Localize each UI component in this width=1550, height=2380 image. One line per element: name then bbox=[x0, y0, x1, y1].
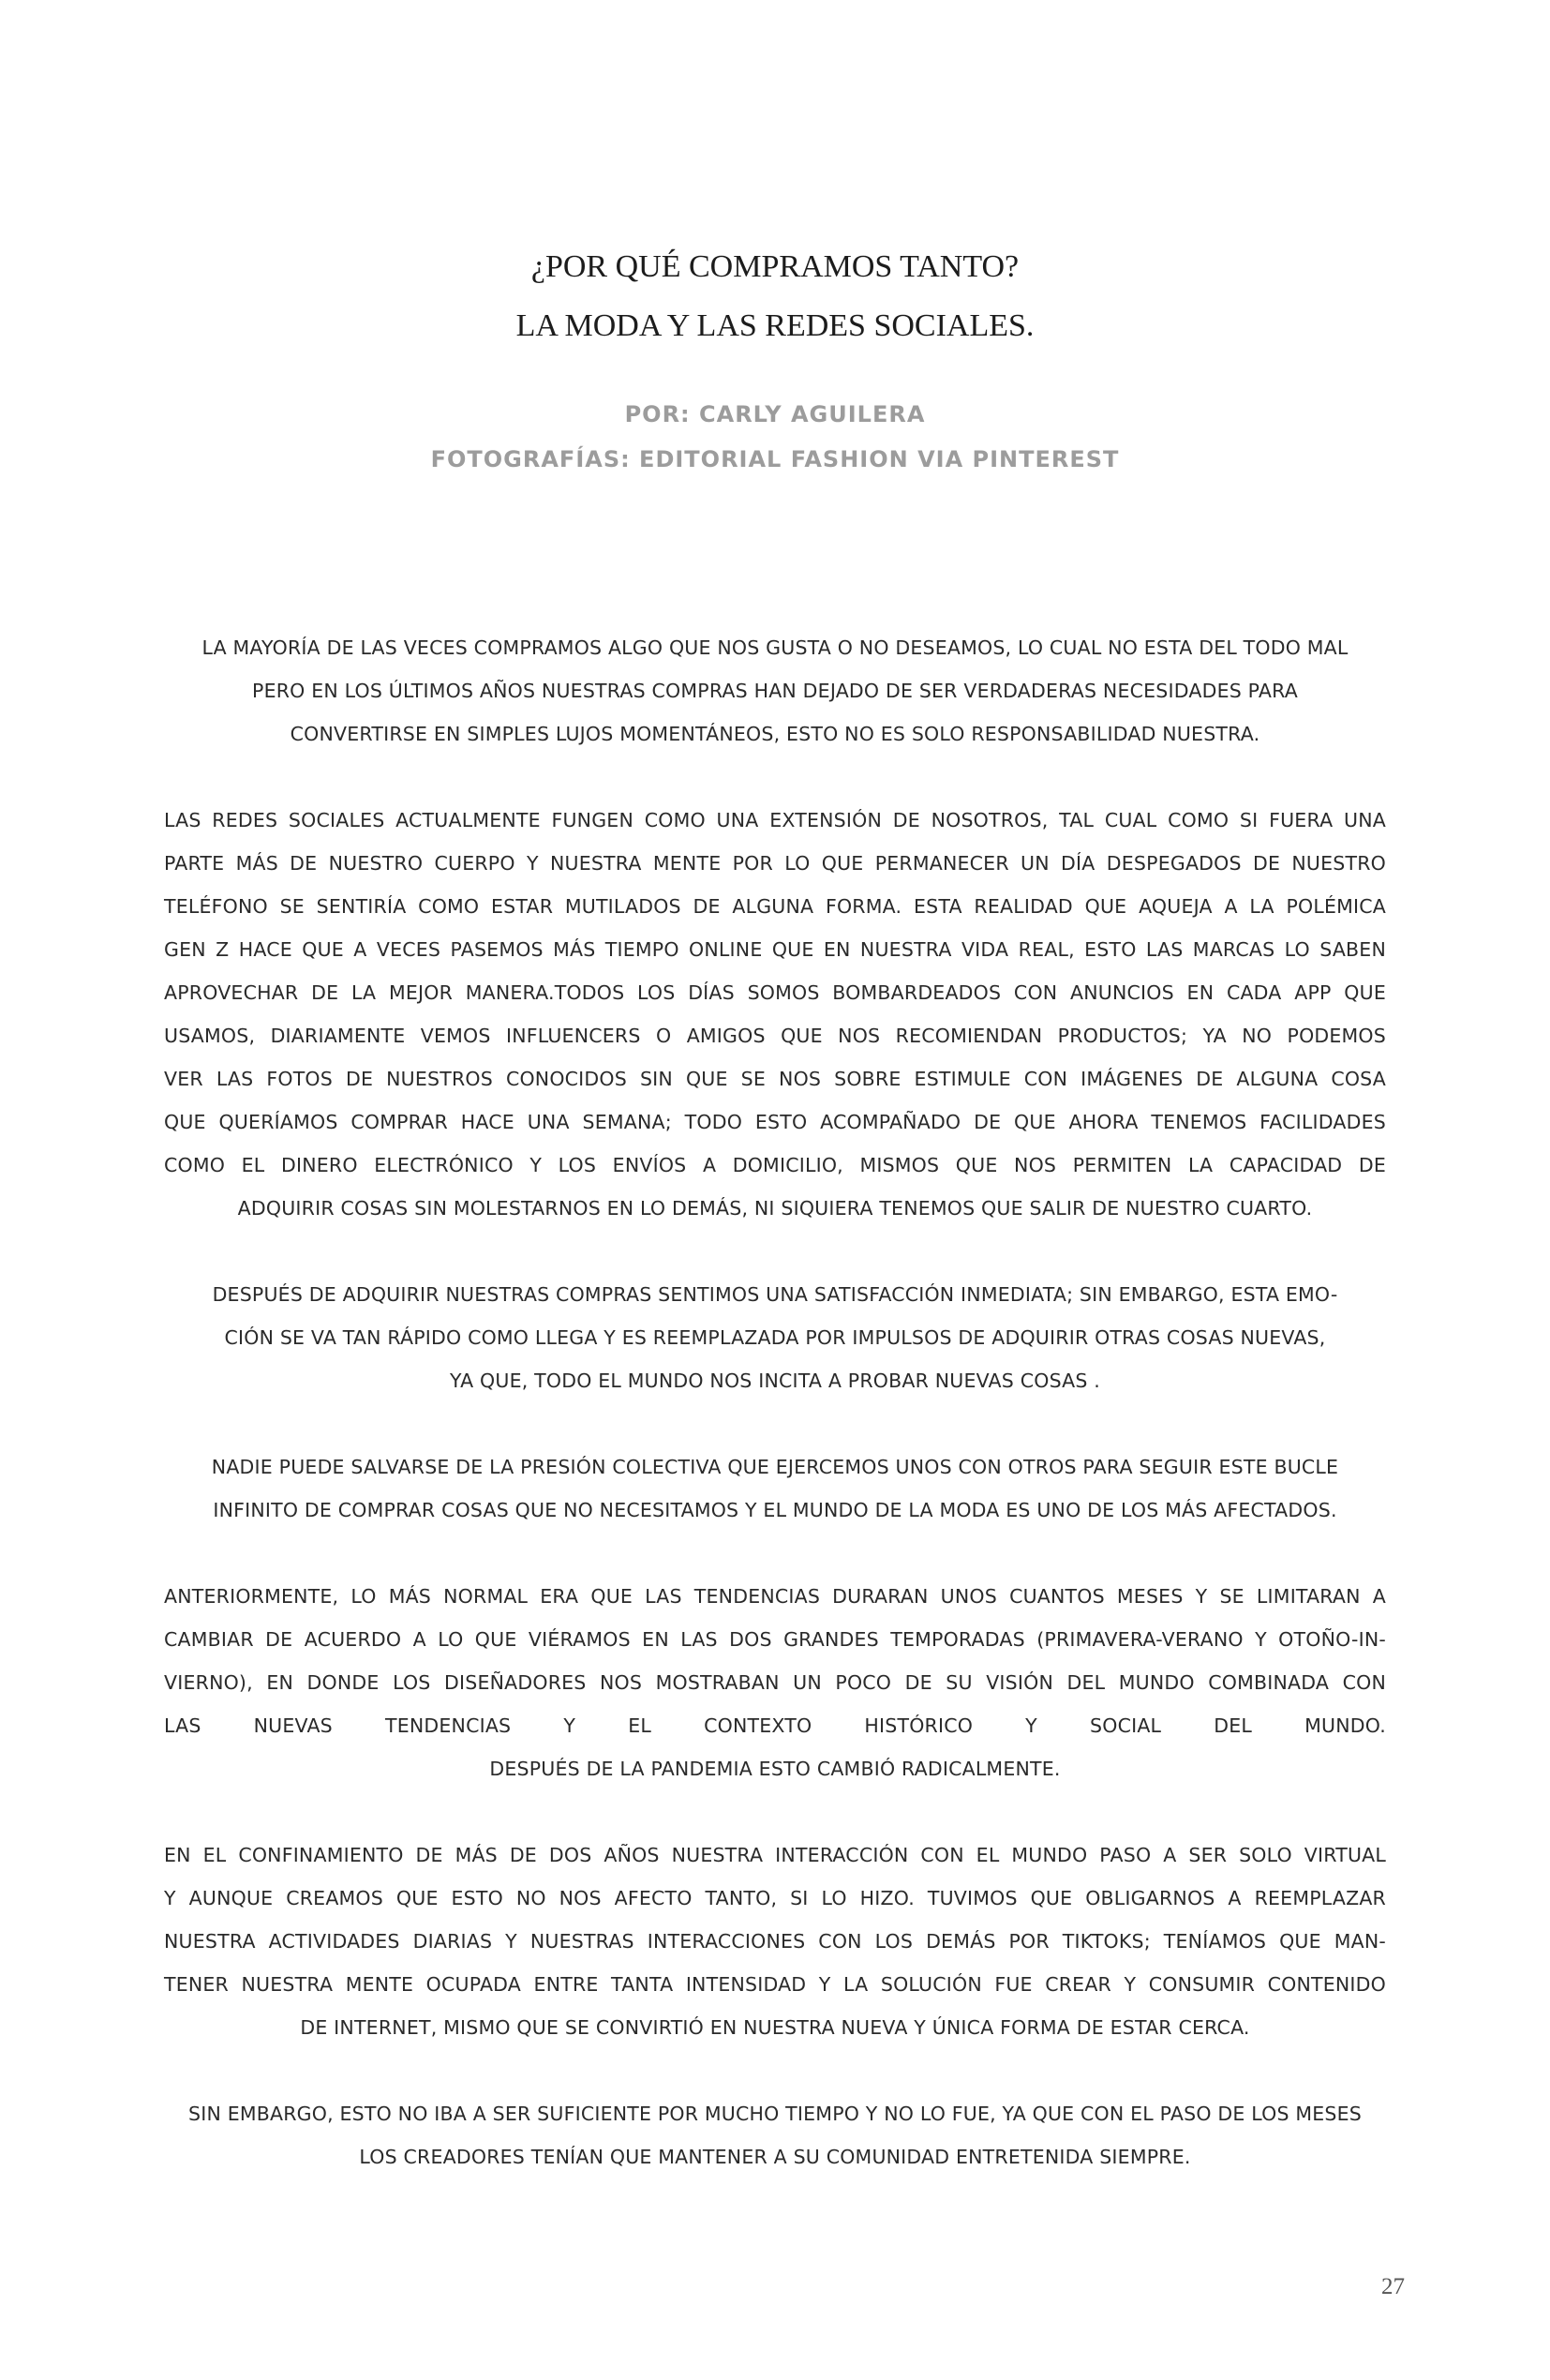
paragraph-line: DESPUÉS DE LA PANDEMIA ESTO CAMBIÓ RADICALMENTE. bbox=[489, 1758, 1061, 1780]
paragraph-line: PARTE MÁS DE NUESTRO CUERPO Y NUESTRA MENTE POR LO QUE PERMANECER UN DÍA DESPEGADOS DE NUESTRO bbox=[164, 852, 1386, 875]
paragraph-line: PERO EN LOS ÚLTIMOS AÑOS NUESTRAS COMPRAS HAN DEJADO DE SER VERDADERAS NECESIDADES PARA bbox=[252, 680, 1298, 702]
paragraph bbox=[164, 1273, 1386, 1402]
paragraph-line: DE INTERNET, MISMO QUE SE CONVIRTIÓ EN NUESTRA NUEVA Y ÚNICA FORMA DE ESTAR CERCA. bbox=[300, 2016, 1250, 2039]
article-title-line-1: ¿POR QUÉ COMPRAMOS TANTO? bbox=[530, 249, 1020, 284]
paragraph bbox=[164, 2092, 1386, 2178]
paragraph-line: COMO EL DINERO ELECTRÓNICO Y LOS ENVÍOS A DOMICILIO, MISMOS QUE NOS PERMITEN LA CAPACIDAD DE bbox=[164, 1154, 1386, 1176]
photo-credit: FOTOGRAFÍAS: EDITORIAL FASHION VIA PINTEREST bbox=[430, 446, 1120, 472]
paragraph bbox=[164, 799, 1386, 1230]
paragraph-line: EN EL CONFINAMIENTO DE MÁS DE DOS AÑOS NUESTRA INTERACCIÓN CON EL MUNDO PASO A SER SOLO VIRTUAL bbox=[164, 1844, 1386, 1866]
paragraph-line: ADQUIRIR COSAS SIN MOLESTARNOS EN LO DEMÁS, NI SIQUIERA TENEMOS QUE SALIR DE NUESTRO CUARTO. bbox=[237, 1197, 1313, 1220]
paragraph-line: VER LAS FOTOS DE NUESTROS CONOCIDOS SIN QUE SE NOS SOBRE ESTIMULE CON IMÁGENES DE ALGUNA COSA bbox=[164, 1068, 1386, 1090]
paragraph-line: QUE QUERÍAMOS COMPRAR HACE UNA SEMANA; TODO ESTO ACOMPAÑADO DE QUE AHORA TENEMOS FACILIDADES bbox=[164, 1111, 1386, 1133]
paragraph-line: LAS REDES SOCIALES ACTUALMENTE FUNGEN COMO UNA EXTENSIÓN DE NOSOTROS, TAL CUAL COMO SI FUERA UNA bbox=[164, 809, 1386, 831]
paragraph bbox=[164, 626, 1386, 756]
paragraph-line: YA QUE, TODO EL MUNDO NOS INCITA A PROBAR NUEVAS COSAS . bbox=[449, 1370, 1101, 1392]
paragraph bbox=[164, 1834, 1386, 2049]
paragraph-line: Y AUNQUE CREAMOS QUE ESTO NO NOS AFECTO TANTO, SI LO HIZO. TUVIMOS QUE OBLIGARNOS A REEMPLAZAR bbox=[164, 1887, 1386, 1909]
paragraph-line: CIÓN SE VA TAN RÁPIDO COMO LLEGA Y ES REEMPLAZADA POR IMPULSOS DE ADQUIRIR OTRAS COSAS NUEVAS, bbox=[224, 1326, 1326, 1349]
paragraph bbox=[164, 1575, 1386, 1790]
paragraph-line: LAS NUEVAS TENDENCIAS Y EL CONTEXTO HISTÓRICO Y SOCIAL DEL MUNDO. bbox=[164, 1714, 1386, 1737]
paragraph-line: VIERNO), EN DONDE LOS DISEÑADORES NOS MOSTRABAN UN POCO DE SU VISIÓN DEL MUNDO COMBINADA CON bbox=[164, 1671, 1386, 1694]
paragraph-line: CAMBIAR DE ACUERDO A LO QUE VIÉRAMOS EN LAS DOS GRANDES TEMPORADAS (PRIMAVERA-VERANO Y OTOÑO-IN- bbox=[164, 1628, 1386, 1651]
paragraph-line: APROVECHAR DE LA MEJOR MANERA.TODOS LOS DÍAS SOMOS BOMBARDEADOS CON ANUNCIOS EN CADA APP QUE bbox=[164, 981, 1386, 1004]
paragraph bbox=[164, 1445, 1386, 1532]
paragraph-line: NUESTRA ACTIVIDADES DIARIAS Y NUESTRAS INTERACCIONES CON LOS DEMÁS POR TIKTOKS; TENÍAMOS QUE MAN- bbox=[164, 1930, 1386, 1953]
paragraph-line: INFINITO DE COMPRAR COSAS QUE NO NECESITAMOS Y EL MUNDO DE LA MODA ES UNO DE LOS MÁS AFECTADOS. bbox=[213, 1499, 1337, 1521]
article-body bbox=[164, 626, 1386, 2222]
paragraph-line: LOS CREADORES TENÍAN QUE MANTENER A SU COMUNIDAD ENTRETENIDA SIEMPRE. bbox=[359, 2146, 1191, 2168]
paragraph-line: TENER NUESTRA MENTE OCUPADA ENTRE TANTA INTENSIDAD Y LA SOLUCIÓN FUE CREAR Y CONSUMIR CONTENIDO bbox=[164, 1973, 1386, 1996]
paragraph-line: DESPUÉS DE ADQUIRIR NUESTRAS COMPRAS SENTIMOS UNA SATISFACCIÓN INMEDIATA; SIN EMBARGO, ESTA EMO- bbox=[212, 1283, 1338, 1306]
paragraph-line: CONVERTIRSE EN SIMPLES LUJOS MOMENTÁNEOS, ESTO NO ES SOLO RESPONSABILIDAD NUESTRA. bbox=[290, 723, 1260, 745]
paragraph-line: LA MAYORÍA DE LAS VECES COMPRAMOS ALGO QUE NOS GUSTA O NO DESEAMOS, LO CUAL NO ESTA DEL TODO MAL bbox=[201, 636, 1349, 659]
paragraph-line: TELÉFONO SE SENTIRÍA COMO ESTAR MUTILADOS DE ALGUNA FORMA. ESTA REALIDAD QUE AQUEJA A LA POLÉMICA bbox=[164, 895, 1386, 918]
article-title-line-2: LA MODA Y LAS REDES SOCIALES. bbox=[515, 308, 1035, 343]
page-number: 27 bbox=[1381, 2274, 1405, 2299]
author-credit: POR: CARLY AGUILERA bbox=[624, 401, 926, 427]
paragraph-line: USAMOS, DIARIAMENTE VEMOS INFLUENCERS O AMIGOS QUE NOS RECOMIENDAN PRODUCTOS; YA NO PODEMOS bbox=[164, 1025, 1386, 1047]
paragraph-line: NADIE PUEDE SALVARSE DE LA PRESIÓN COLECTIVA QUE EJERCEMOS UNOS CON OTROS PARA SEGUIR ESTE BUCLE bbox=[211, 1456, 1339, 1478]
paragraph-line: SIN EMBARGO, ESTO NO IBA A SER SUFICIENTE POR MUCHO TIEMPO Y NO LO FUE, YA QUE CON EL PASO DE LOS MESES bbox=[187, 2103, 1362, 2125]
paragraph-line: ANTERIORMENTE, LO MÁS NORMAL ERA QUE LAS TENDENCIAS DURARAN UNOS CUANTOS MESES Y SE LIMITARAN A bbox=[164, 1585, 1386, 1608]
paragraph-line: GEN Z HACE QUE A VECES PASEMOS MÁS TIEMPO ONLINE QUE EN NUESTRA VIDA REAL, ESTO LAS MARCAS LO SABEN bbox=[164, 938, 1386, 961]
